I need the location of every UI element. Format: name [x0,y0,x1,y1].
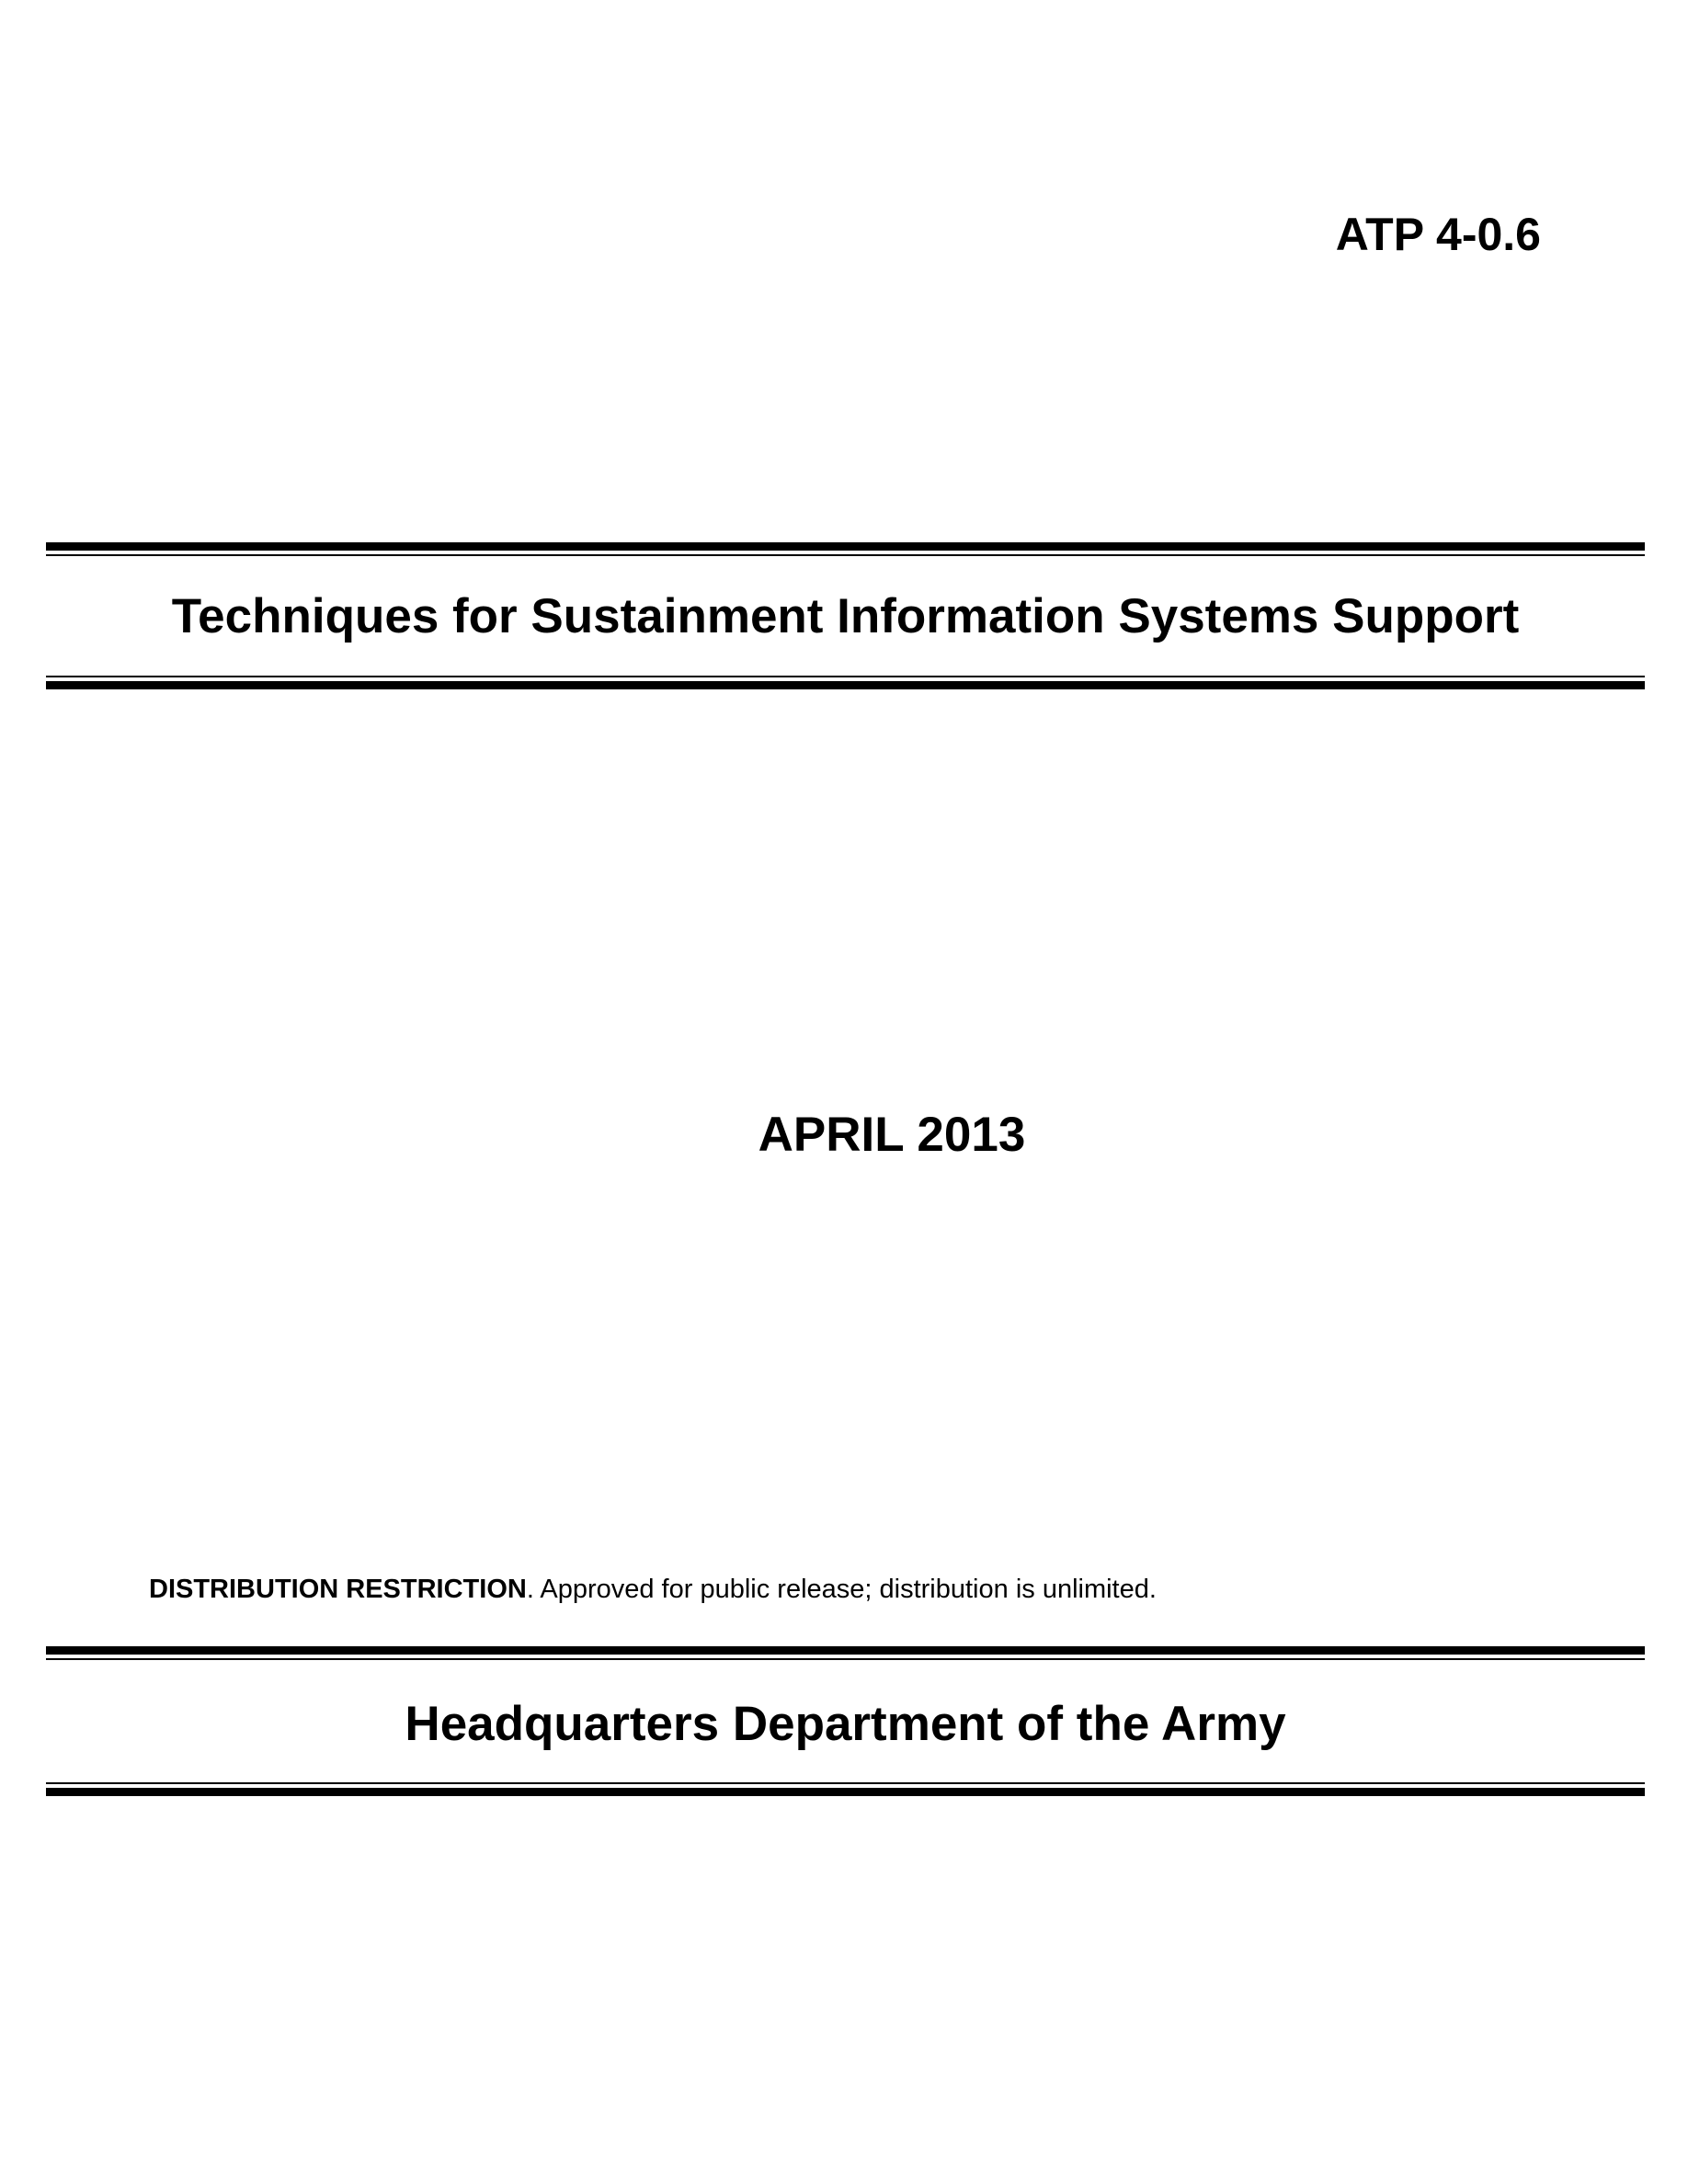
publication-date: APRIL 2013 [758,1108,1026,1162]
organization-bottom-rule [46,1782,1645,1796]
document-title: Techniques for Sustainment Information Systems Support [171,589,1520,643]
organization-top-rule [46,1646,1645,1660]
distribution-label: DISTRIBUTION RESTRICTION [149,1575,527,1604]
publication-number: ATP 4-0.6 [1335,209,1541,260]
distribution-statement [149,1575,1157,1605]
organization-name: Headquarters Department of the Army [405,1697,1286,1751]
title-bottom-rule [46,676,1645,689]
title-top-rule [46,542,1645,556]
distribution-text: . Approved for public release; distribution is unlimited. [526,1575,1157,1604]
